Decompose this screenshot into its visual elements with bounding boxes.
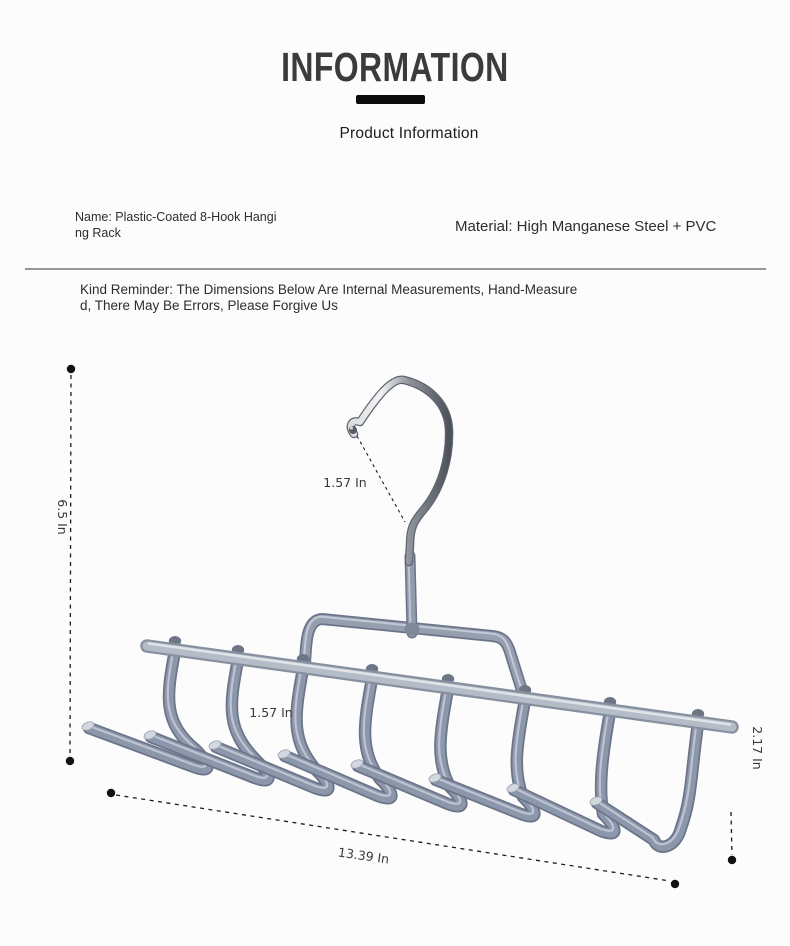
dim-label-hook-drop: 2.17 In xyxy=(750,726,765,770)
dim-label-hook-opening: 1.57 In xyxy=(323,475,367,490)
hanger-stem xyxy=(405,556,420,636)
dim-dot-width-left xyxy=(107,789,115,797)
hanger-top-hook xyxy=(349,380,449,562)
dim-dot-width-right xyxy=(671,880,679,888)
stem-joint xyxy=(405,623,420,636)
dim-dot-height-bottom xyxy=(66,757,74,765)
hanger xyxy=(81,380,732,847)
hook-tip-ball xyxy=(349,426,357,434)
kind-reminder: Kind Reminder: The Dimensions Below Are Internal Measurements, Hand-Measured, There May Be Errors, Please Forgive Us xyxy=(80,282,578,314)
dim-line-height xyxy=(70,375,71,756)
spec-material: Material: High Manganese Steel + PVC xyxy=(455,218,717,235)
chrome-shadow xyxy=(351,380,449,562)
spec-name: Name: Plastic-Coated 8-Hook Hanging Rack xyxy=(75,210,277,240)
dim-label-width: 13.39 In xyxy=(337,844,391,867)
dim-dot-height-top xyxy=(67,365,75,373)
dim-dot-hook-drop xyxy=(728,856,736,864)
dim-line-hook-drop xyxy=(731,812,732,855)
dim-label-height: 6.5 In xyxy=(55,499,70,535)
dim-label-hook-spacing: 1.57 In xyxy=(249,705,293,720)
page-subtitle: Product Information xyxy=(339,125,479,142)
dim-line-width xyxy=(116,795,670,881)
page-title-text: INFORMATION xyxy=(281,44,509,90)
hook-tip-glint xyxy=(350,427,353,430)
